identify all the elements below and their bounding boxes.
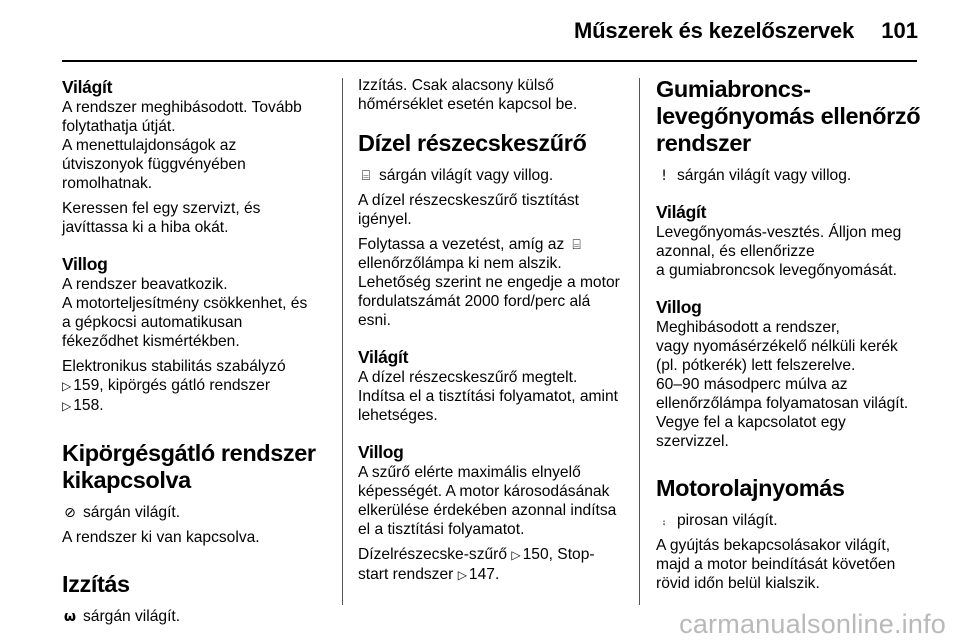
paragraph: Dízelrészecske-szűrő ▷ 150, Stop- start rendszer ▷ 147. xyxy=(358,546,595,583)
section-heading-oil-pressure: Motorolajnyomás xyxy=(656,475,845,501)
page-ref-arrow-icon: ▷ xyxy=(62,379,72,393)
page-footer xyxy=(0,608,960,642)
paragraph: Levegőnyomás-vesztés. Álljon meg azonnal, és ellenőrizze a gumiabroncsok levegőnyomását. xyxy=(656,224,902,279)
column-1 xyxy=(62,76,334,632)
column-3 xyxy=(656,76,928,599)
watermark: carmanualsonline.info xyxy=(679,609,946,639)
section-heading-glow: Izzítás xyxy=(62,571,130,597)
page-ref-link[interactable]: 150, Stop- xyxy=(522,546,595,563)
section-heading-tpms: Gumiabroncs- levegőnyomás ellenőrző rendszer xyxy=(656,76,921,156)
paragraph: ⨾ pirosan világít. xyxy=(656,511,928,530)
page-ref-link[interactable]: 147. xyxy=(468,566,500,583)
paragraph: ⌸ sárgán világít vagy villog. xyxy=(358,166,633,185)
subheading-lit: Világít xyxy=(656,202,707,222)
paragraph: A rendszer ki van kapcsolva. xyxy=(62,529,260,546)
paragraph: Keressen fel egy szervizt, és javíttassa ki a hiba okát. xyxy=(62,200,261,236)
subheading-flashes: Villog xyxy=(358,442,404,462)
subheading-flashes: Villog xyxy=(656,297,702,317)
subheading-lit: Világít xyxy=(62,77,113,97)
page-ref-arrow-icon: ▷ xyxy=(457,568,467,582)
page-ref-link[interactable]: 159, kipörgés gátló rendszer xyxy=(73,377,271,394)
section-heading-traction-off: Kipörgésgátló rendszer kikapcsolva xyxy=(62,440,316,493)
paragraph: ω sárgán világít. xyxy=(63,608,181,625)
paragraph: ! sárgán világít vagy villog. xyxy=(656,166,928,185)
esp-off-icon: ⊘ xyxy=(64,505,76,521)
subheading-flashes: Villog xyxy=(62,254,108,274)
paragraph: A szűrő elérte maximális elnyelő képességét. A motor károsodásának elkerülése érdekében azonnal indítsa el a tisztítási folyamatot. xyxy=(358,464,617,538)
page-ref-arrow-icon: ▷ xyxy=(62,399,72,413)
oil-can-icon: ⨾ xyxy=(662,513,666,529)
chapter-title: Műszerek és kezelőszervek xyxy=(574,18,854,43)
paragraph: A rendszer beavatkozik. A motorteljesítmény csökkenhet, és a gépkocsi automatikusan fékeződhet kismértékben. xyxy=(62,276,308,350)
column-divider-1 xyxy=(342,78,343,605)
column-2 xyxy=(358,76,633,591)
paragraph: ⊘ sárgán világít. xyxy=(62,503,334,522)
paragraph: A gyújtás bekapcsolásakor világít, majd a motor beindítását követően rövid időn belül kialszik. xyxy=(656,537,896,592)
page-ref-link[interactable]: 158. xyxy=(73,397,104,414)
paragraph: Elektronikus stabilitás szabályzó ▷ 159, kipörgés gátló rendszer ▷ 158. xyxy=(62,358,286,414)
column-divider-2 xyxy=(639,78,640,605)
tire-pressure-icon: ! xyxy=(661,168,667,184)
paragraph: A dízel részecskeszűrő megtelt. Indítsa el a tisztítási folyamatot, amint lehetséges. xyxy=(358,369,619,424)
section-heading-dpf: Dízel részecskeszűrő xyxy=(358,130,587,156)
paragraph: A rendszer meghibásodott. Tovább folytathatja útját. A menettulajdonságok az útviszonyok függvényében romolhatnak. xyxy=(62,99,302,192)
dpf-icon: ⌸ xyxy=(361,168,371,184)
paragraph: Folytassa a vezetést, amíg az ⌸ ellenőrzőlámpa ki nem alszik. Lehetőség szerint ne engedje a motor fordulatszámát 2000 ford/perc alá esni. xyxy=(358,236,620,329)
page-number: 101 xyxy=(881,18,918,43)
glow-plug-icon: ω xyxy=(63,609,77,625)
header-divider xyxy=(62,60,917,62)
dpf-icon: ⌸ xyxy=(572,237,581,253)
subheading-lit: Világít xyxy=(358,347,409,367)
paragraph: Izzítás. Csak alacsony külső hőmérséklet esetén kapcsol be. xyxy=(358,77,578,113)
paragraph: A dízel részecskeszűrő tisztítást igényel. xyxy=(358,192,579,228)
paragraph: Meghibásodott a rendszer, vagy nyomásérzékelő nélküli kerék (pl. pótkerék) lett felszerelve. 60–90 másodperc múlva az ellenőrzőlámpa folyamatosan világít. Vegye fel a kapcsolatot egy szervizzel. xyxy=(656,319,909,450)
page-ref-arrow-icon: ▷ xyxy=(511,548,521,562)
page-header xyxy=(0,0,960,62)
